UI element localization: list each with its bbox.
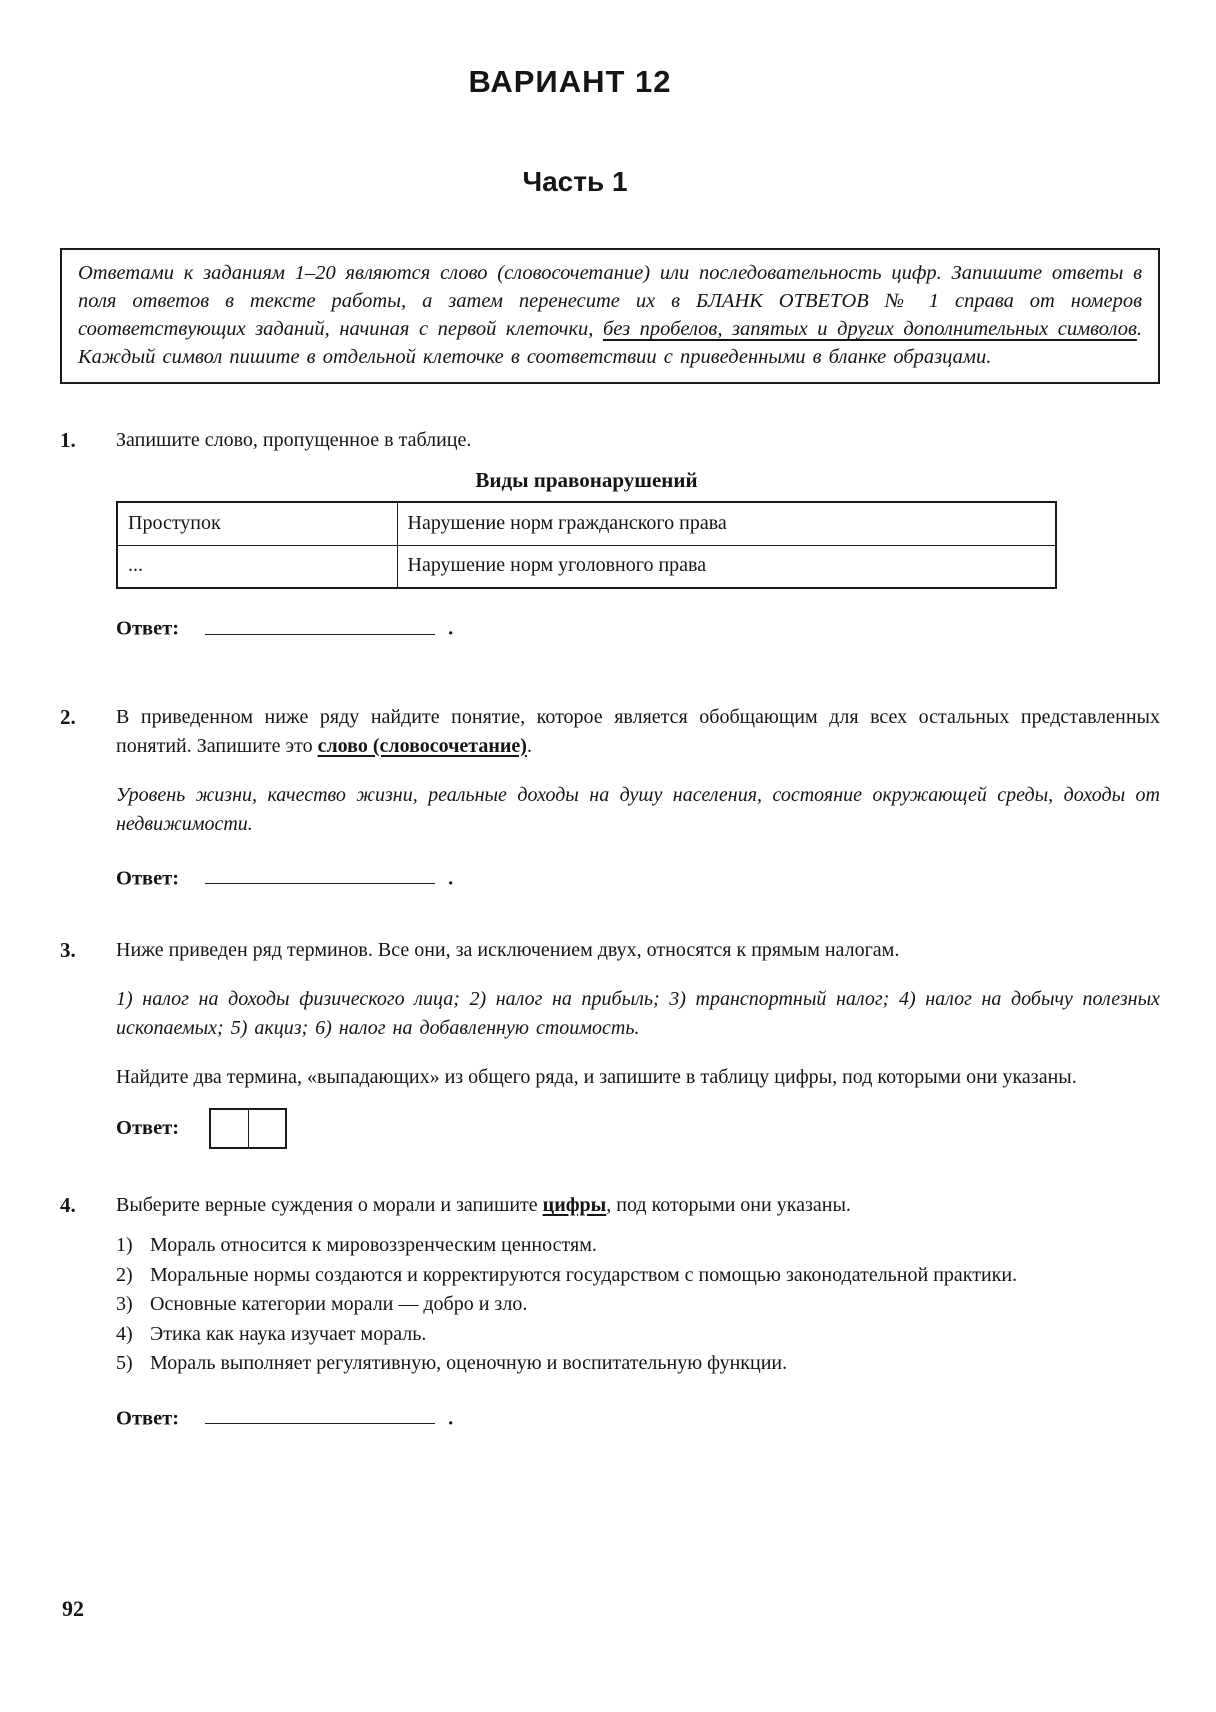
- answer-cell-1: [211, 1110, 248, 1147]
- option-number: 2): [116, 1263, 133, 1286]
- instruction-seg-2: справа от номеров соответствующих заданий, начиная с первой клеточки,: [78, 290, 1142, 340]
- table-row: [117, 545, 1056, 588]
- answer-label: Ответ:: [116, 867, 180, 889]
- question-1-prompt: Запишите слово, пропущенное в таблице.: [116, 429, 472, 451]
- option-item: [116, 1320, 1160, 1350]
- answer-period: .: [448, 1407, 454, 1429]
- option-text: Этика как наука изучает мораль.: [150, 1322, 427, 1345]
- answer-label: Ответ:: [116, 1117, 180, 1139]
- page-number: 92: [62, 1596, 84, 1621]
- instruction-box: [60, 248, 1160, 384]
- question-4-prompt-seg-2: , под которыми они указаны.: [606, 1194, 851, 1216]
- question-4-prompt-keyword: цифры: [542, 1194, 607, 1216]
- instruction-text: [78, 259, 1142, 371]
- question-2-body: [116, 703, 1160, 891]
- question-4-number: 4.: [60, 1193, 76, 1217]
- table-cell: Нарушение норм гражданского права: [397, 502, 1056, 545]
- option-item: [116, 1349, 1160, 1379]
- question-4-options: [116, 1231, 1160, 1379]
- question-3: [60, 936, 1160, 1149]
- question-3-followup: Найдите два термина, «выпадающих» из общего ряда, и запишите в таблицу цифры, под которыми они указаны.: [116, 1066, 1077, 1088]
- option-text: Основные категории морали — добро и зло.: [150, 1293, 528, 1315]
- question-2-prompt-seg-1: В приведенном ниже ряду найдите понятие, которое является обобщающим для всех остальных представленных понятий. Запишите это: [116, 705, 1160, 757]
- option-number: 1): [116, 1234, 133, 1256]
- question-1-answer-line: [116, 614, 1160, 641]
- table-row: [117, 502, 1056, 545]
- question-1: [60, 426, 1160, 641]
- answer-cells-box: [209, 1108, 287, 1149]
- question-2-answer-line: [116, 864, 1160, 891]
- question-3-terms: 1) налог на доходы физического лица; 2) налог на прибыль; 3) транспортный налог; 4) налог на добычу полезных ископаемых; 5) акциз; 6) налог на добавленную стоимость.: [116, 988, 1160, 1039]
- question-4-prompt: [116, 1191, 1160, 1220]
- table-cell: Нарушение норм уголовного права: [397, 545, 1056, 588]
- option-number: 4): [116, 1322, 133, 1345]
- answer-cell-2: [248, 1110, 285, 1147]
- option-number: 3): [116, 1293, 133, 1315]
- question-4-body: [116, 1191, 1160, 1430]
- answer-label: Ответ:: [116, 1407, 180, 1429]
- option-text: Моральные нормы создаются и корректируются государством с помощью законодательной практики.: [150, 1263, 1018, 1286]
- option-item: [116, 1290, 1160, 1320]
- table-title: Виды правонарушений: [475, 468, 698, 492]
- question-1-body: [116, 426, 1160, 641]
- option-text: Мораль выполняет регулятивную, оценочную и воспитательную функции.: [150, 1352, 788, 1374]
- option-item: [116, 1231, 1160, 1261]
- variant-title: ВАРИАНТ 12: [468, 64, 672, 99]
- option-text: Мораль относится к мировоззренческим ценностям.: [150, 1234, 597, 1256]
- question-2-prompt-keyword: слово (словосочетание): [317, 734, 527, 757]
- instruction-seg-blank-form: БЛАНК ОТВЕТОВ № 1: [695, 290, 940, 312]
- question-3-answer-line: [116, 1108, 1160, 1149]
- question-4-prompt-seg-1: Выберите верные суждения о морали и запишите: [116, 1194, 543, 1216]
- option-item: [116, 1261, 1160, 1291]
- question-2-number: 2.: [60, 704, 76, 729]
- answer-label: Ответ:: [116, 617, 180, 640]
- part-title: Часть 1: [522, 166, 628, 197]
- question-2: [60, 703, 1160, 891]
- option-number: 5): [116, 1352, 133, 1374]
- answer-blank: [205, 864, 435, 885]
- offense-types-table: [116, 501, 1057, 589]
- question-2-prompt: [116, 703, 1160, 761]
- question-2-prompt-seg-2: .: [526, 734, 532, 757]
- question-3-number: 3.: [60, 938, 76, 962]
- question-1-number: 1.: [60, 428, 76, 452]
- question-3-prompt: Ниже приведен ряд терминов. Все они, за исключением двух, относятся к прямым налогам.: [116, 939, 900, 961]
- question-3-body: [116, 936, 1160, 1149]
- table-cell: ...: [117, 545, 397, 588]
- table-cell: Проступок: [117, 502, 397, 545]
- answer-blank: [205, 1404, 435, 1425]
- answer-period: .: [448, 617, 454, 640]
- question-2-terms: Уровень жизни, качество жизни, реальные доходы на душу населения, состояние окружающей среды, доходы от недвижимости.: [116, 783, 1160, 835]
- answer-period: .: [448, 867, 454, 889]
- instruction-seg-3: . Каждый символ пишите в отдельной клеточке в соответствии с приведенными в бланке образцами.: [78, 318, 1142, 368]
- question-4-answer-line: [116, 1404, 1160, 1431]
- question-4: [60, 1191, 1160, 1430]
- instruction-seg-underlined: без пробелов, запятых и других дополнительных символов: [602, 318, 1137, 340]
- answer-blank: [205, 614, 435, 635]
- instruction-seg-1: Ответами к заданиям 1–20 являются слово (словосочетание) или последовательность цифр. Запишите ответы в поля ответов в тексте работы, а затем перенесите их в: [78, 262, 1142, 312]
